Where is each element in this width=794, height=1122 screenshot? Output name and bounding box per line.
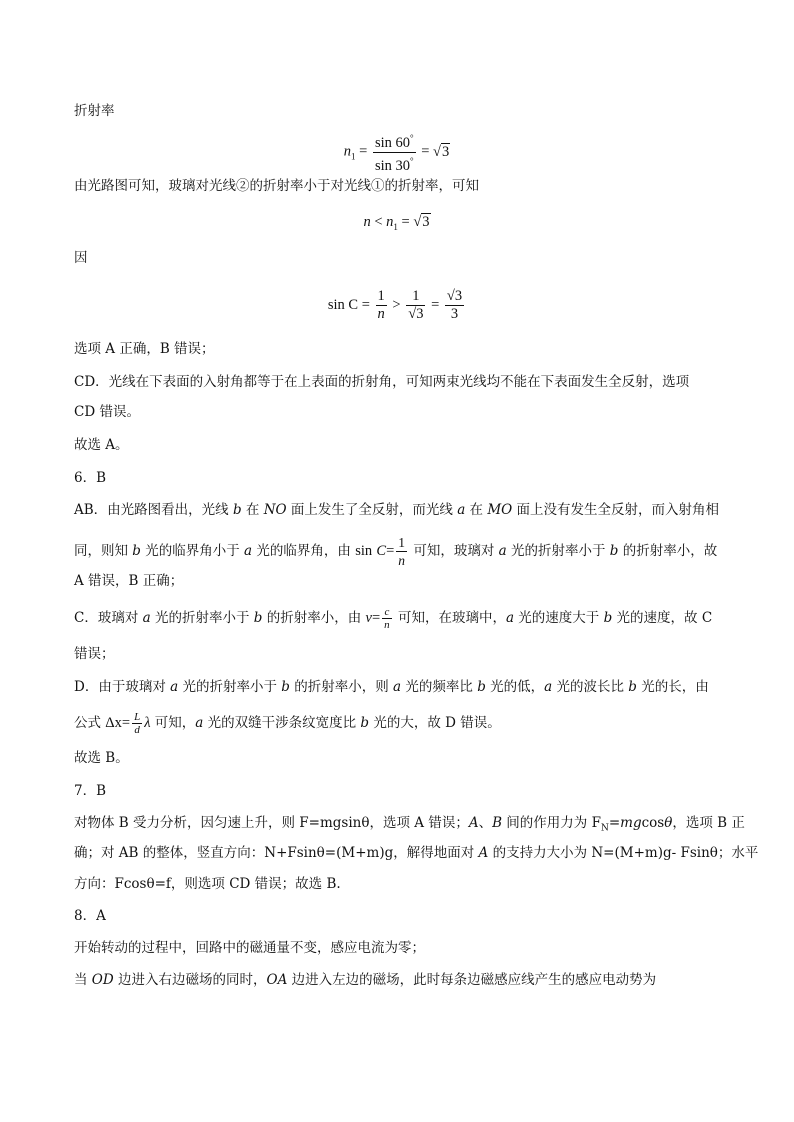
text-line: CD．光线在下表面的入射角都等于在上表面的折射角，可知两束光线均不能在下表面发生全反射，选项 [74, 374, 690, 390]
text-line: C．玻璃对 a 光的折射率小于 b 的折射率小，由 v= $\frac{c}{n}$ 可知，在玻璃中，a 光的速度大于 b 光的速度，故 C [74, 606, 713, 631]
text-line: 同，则知 b 光的临界角小于 a 光的临界角，由 sin C= $\frac{1}{n}$ 可知，玻璃对 a 光的折射率小于 b 的折射率小，故 [74, 535, 718, 568]
text-line: 由光路图可知，玻璃对光线②的折射率小于对光线①的折射率，可知 [74, 178, 479, 194]
text-line: 折射率 [74, 103, 115, 119]
text-line: 公式 Δx= $\frac{L}{d}$ λ 可知，a 光的双缝干涉条纹宽度比 b 光的大，故 D 错误。 [74, 711, 501, 736]
text-line: 对物体 B 受力分析，因匀速上升，则 F=mgsinθ，选项 A 错误；A、B 间的作用力为 $F_N=mgcos\theta$，选项 B 正 [74, 815, 745, 834]
text-line: A 错误，B 正确； [74, 573, 184, 589]
text-line: CD 错误。 [74, 404, 140, 420]
formula-sinC: sin C = $\frac{1}{n}$ > $\frac{1}{√3}$ = $\frac{√3}{3}$ [327, 288, 463, 322]
text-line: 因 [74, 250, 88, 266]
text-line: 方向：Fcosθ=f，则选项 CD 错误；故选 B. [74, 876, 341, 892]
text-line: 开始转动的过程中，回路中的磁通量不变，感应电流为零； [74, 940, 425, 956]
formula-n-lt-n1: $n < n_1 = √3$ [363, 214, 430, 232]
answer-number: 6．B [74, 470, 107, 486]
text-line: 当 OD 边进入右边磁场的同时，OA 边进入左边的磁场，此时每条边磁感应线产生的感应电动势为 [74, 972, 657, 988]
text-line: D．由于玻璃对 a 光的折射率小于 b 的折射率小，则 a 光的频率比 b 光的低，a 光的波长比 b 光的长，由 [74, 679, 709, 695]
answer-number: 8．A [74, 908, 106, 924]
formula-n1: $n_1$ = $\frac{\sin 60^\circ}{\sin 30^\circ}$ = √3 [0, 130, 794, 175]
text-line: AB．由光路图看出，光线 b 在 NO 面上发生了全反射，而光线 a 在 MO 面上没有发生全反射，而入射角相 [74, 502, 720, 518]
text-line: 故选 B。 [74, 750, 129, 766]
text-line: 故选 A。 [74, 437, 129, 453]
text-line: 选项 A 正确，B 错误； [74, 341, 215, 357]
text-line: 错误； [74, 646, 115, 662]
answer-number: 7．B [74, 783, 107, 799]
text-line: 确；对 AB 的整体，竖直方向：N+Fsinθ=(M+m)g，解得地面对 A 的支持力大小为 N=(M+m)g- Fsinθ；水平 [74, 845, 759, 861]
